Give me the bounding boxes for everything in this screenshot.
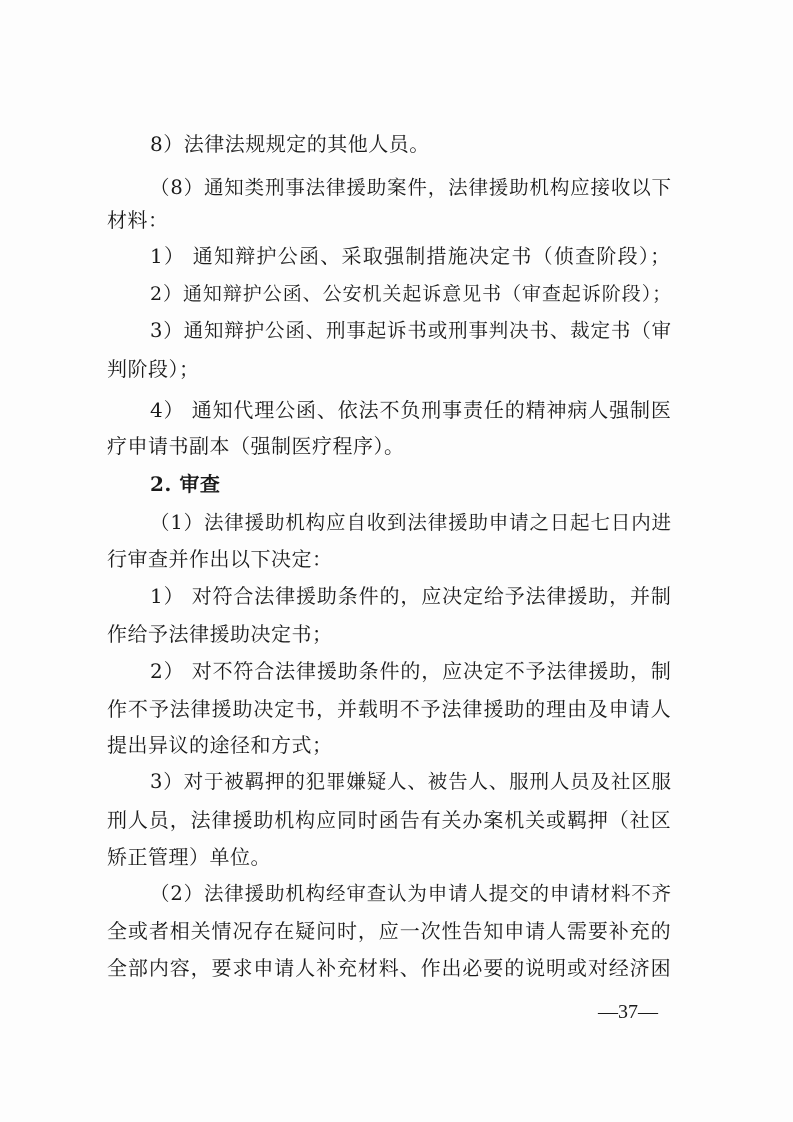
text-line-3: 材料： bbox=[107, 208, 169, 232]
text-line-2: （8）通知类刑事法律援助案件，法律援助机构应接收以下 bbox=[150, 176, 672, 199]
text-line-13: 1） 对符合法律援助条件的，应决定给予法律援助，并制 bbox=[150, 584, 672, 608]
text-line-15: 2） 对不符合法律援助条件的，应决定不予法律援助，制 bbox=[150, 659, 672, 683]
text-line-19: 刑人员，法律援助机构应同时函告有关办案机关或羁押（社区 bbox=[107, 808, 672, 832]
text-line-16: 作不予法律援助决定书，并载明不予法律援助的理由及申请人 bbox=[107, 697, 672, 721]
text-line-5: 2）通知辩护公函、公安机关起诉意见书（审查起诉阶段）； bbox=[150, 283, 673, 305]
text-line-20: 矫正管理）单位。 bbox=[107, 845, 271, 869]
text-line-11: （1）法律援助机构应自收到法律援助申请之日起七日内进 bbox=[150, 511, 672, 534]
text-line-1: 8）法律法规规定的其他人员。 bbox=[150, 132, 430, 156]
text-line-18: 3）对于被羁押的犯罪嫌疑人、被告人、服刑人员及社区服 bbox=[150, 770, 672, 793]
page-number: —37— bbox=[598, 1001, 658, 1023]
text-line-22: 全或者相关情况存在疑问时，应一次性告知申请人需要补充的 bbox=[107, 919, 672, 943]
text-line-23: 全部内容，要求申请人补充材料、作出必要的说明或对经济困 bbox=[107, 956, 672, 980]
text-line-7: 判阶段）； bbox=[107, 357, 200, 381]
text-line-21: （2）法律援助机构经审查认为申请人提交的申请材料不齐 bbox=[150, 882, 672, 905]
text-line-9: 疗申请书副本（强制医疗程序）。 bbox=[107, 434, 405, 458]
text-line-8: 4） 通知代理公函、依法不负刑事责任的精神病人强制医 bbox=[150, 398, 672, 422]
text-line-4: 1） 通知辩护公函、采取强制措施决定书（侦查阶段）； bbox=[150, 244, 672, 268]
text-line-6: 3）通知辩护公函、刑事起诉书或刑事判决书、裁定书（审 bbox=[150, 319, 672, 342]
text-line-12: 行审查并作出以下决定： bbox=[107, 547, 333, 571]
text-line-17: 提出异议的途径和方式； bbox=[107, 733, 333, 757]
text-line-14: 作给予法律援助决定书； bbox=[107, 622, 333, 646]
section-heading: 2. 审查 bbox=[150, 472, 221, 496]
